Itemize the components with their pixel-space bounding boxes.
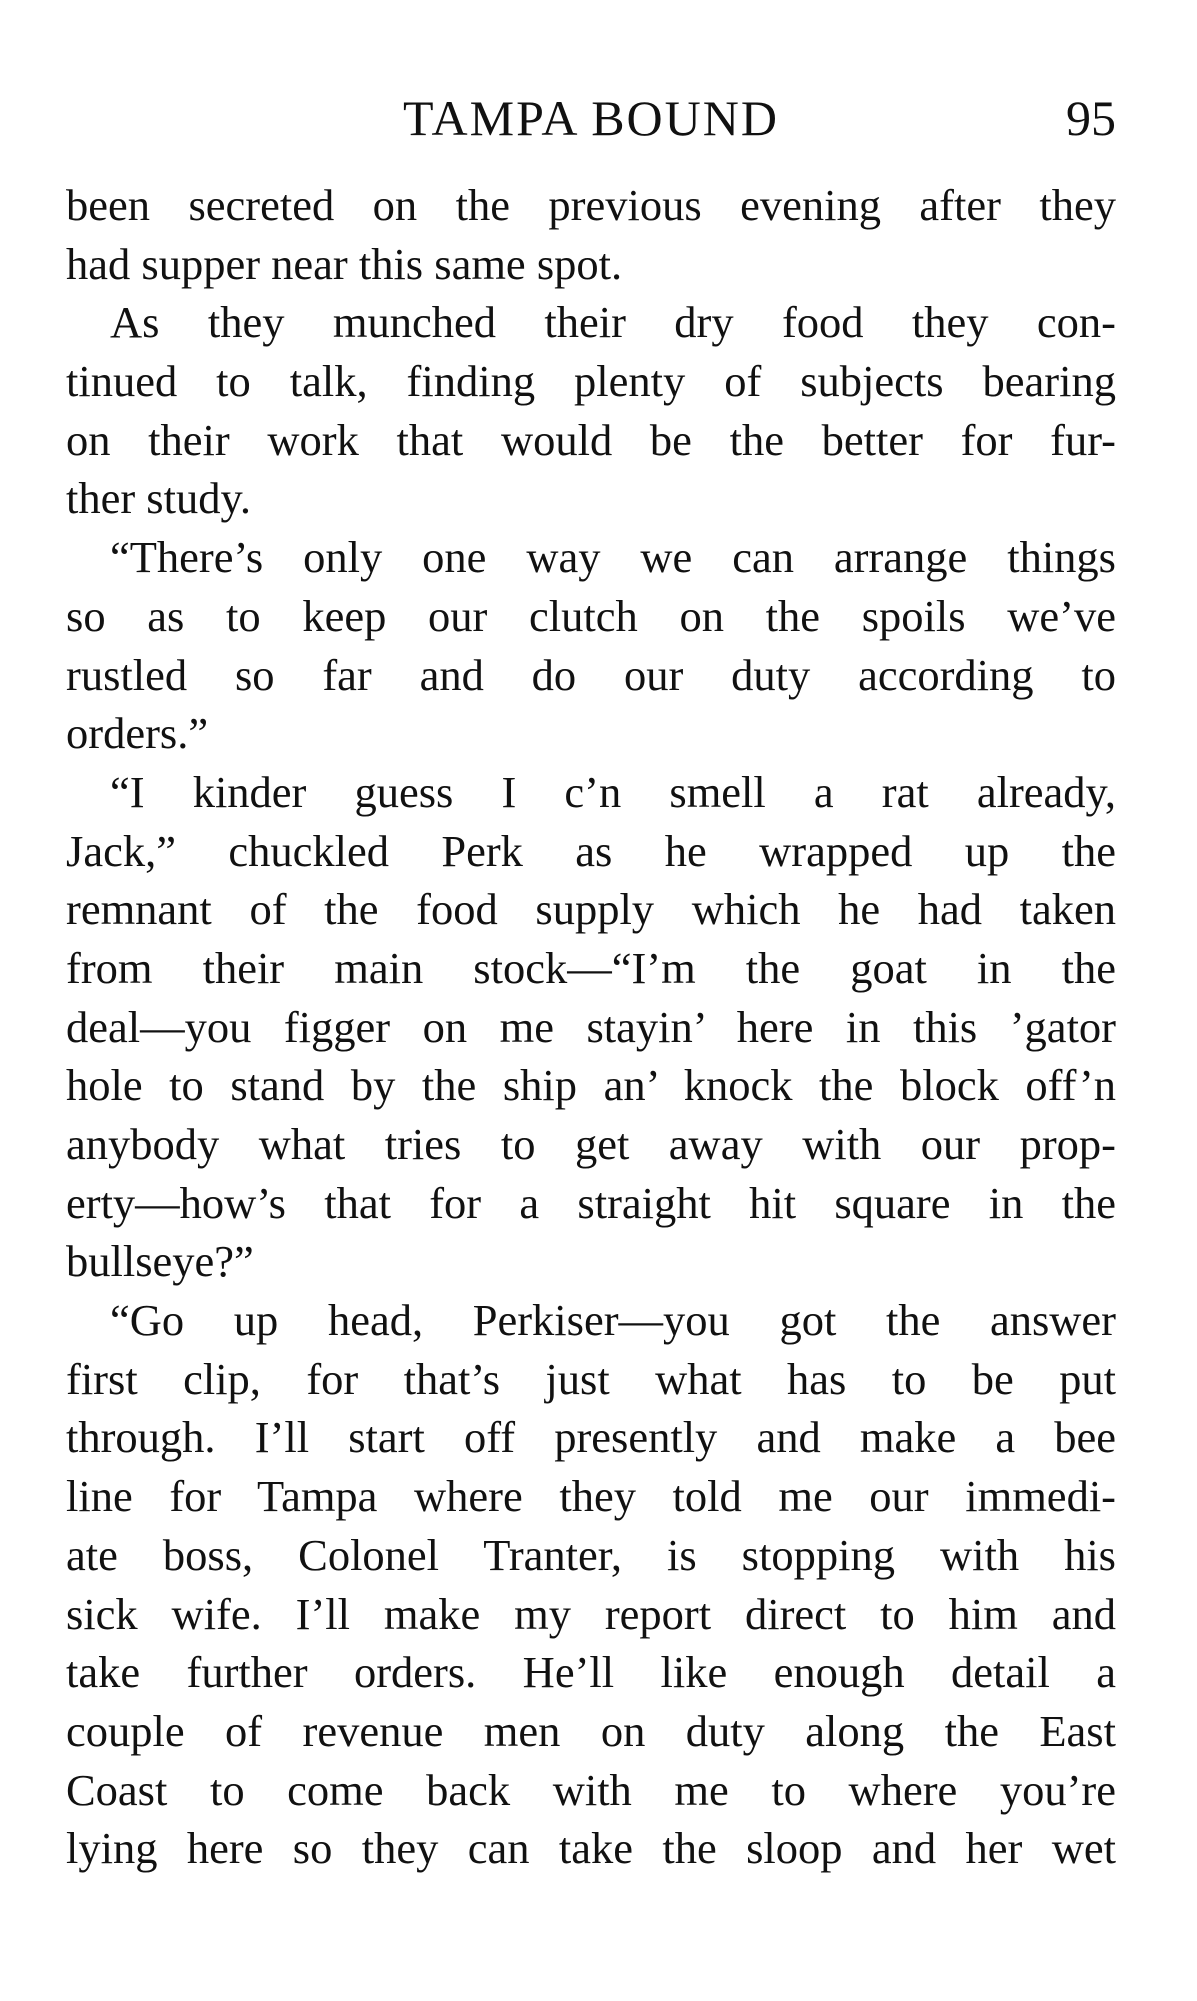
text-line: had supper near this same spot. xyxy=(66,238,623,289)
text-line: Jack,” chuckled Perk as he wrapped up the xyxy=(66,825,1116,876)
text-line: As they munched their dry food they con- xyxy=(110,297,1116,348)
text-line: been secreted on the previous evening after they xyxy=(66,180,1116,230)
text-line: from their main stock—“I’m the goat in the xyxy=(66,942,1116,993)
text-line: rustled so far and do our duty according to xyxy=(66,649,1116,700)
text-line: first clip, for that’s just what has to be put xyxy=(66,1353,1116,1404)
text-line: hole to stand by the ship an’ knock the block off’n xyxy=(66,1060,1116,1111)
text-line: sick wife. I’ll make my report direct to him and xyxy=(66,1588,1116,1639)
body-text xyxy=(66,176,1116,1878)
text-line: Coast to come back with me to where you’re xyxy=(66,1764,1116,1815)
text-line: through. I’ll start off presently and make a bee xyxy=(66,1412,1116,1463)
text-line: line for Tampa where they told me our immedi- xyxy=(66,1471,1116,1522)
text-line: “There’s only one way we can arrange things xyxy=(110,532,1116,583)
text-line: erty—how’s that for a straight hit square in the xyxy=(66,1177,1116,1228)
text-line: couple of revenue men on duty along the East xyxy=(66,1705,1116,1756)
text-line: anybody what tries to get away with our prop- xyxy=(66,1119,1116,1169)
page-header xyxy=(66,88,1116,148)
page-number: 95 xyxy=(1066,90,1116,146)
text-line: “I kinder guess I c’n smell a rat already, xyxy=(110,766,1116,817)
text-line: orders.” xyxy=(66,708,209,759)
text-line: tinued to talk, finding plenty of subjects bearing xyxy=(66,356,1116,407)
text-line: “Go up head, Perkiser—you got the answer xyxy=(110,1295,1116,1346)
text-line: so as to keep our clutch on the spoils we’ve xyxy=(66,590,1116,641)
text-line: ther study. xyxy=(66,473,251,524)
text-line: remnant of the food supply which he had taken xyxy=(66,884,1116,935)
text-line: lying here so they can take the sloop and her wet xyxy=(66,1823,1116,1874)
running-title: TAMPA BOUND xyxy=(403,90,779,146)
text-line: bullseye?” xyxy=(66,1236,254,1287)
text-line: deal—you figger on me stayin’ here in this ’gator xyxy=(66,1001,1116,1052)
text-line: on their work that would be the better for fur- xyxy=(66,414,1116,465)
text-line: take further orders. He’ll like enough detail a xyxy=(66,1647,1116,1698)
text-line: ate boss, Colonel Tranter, is stopping with his xyxy=(66,1529,1116,1580)
